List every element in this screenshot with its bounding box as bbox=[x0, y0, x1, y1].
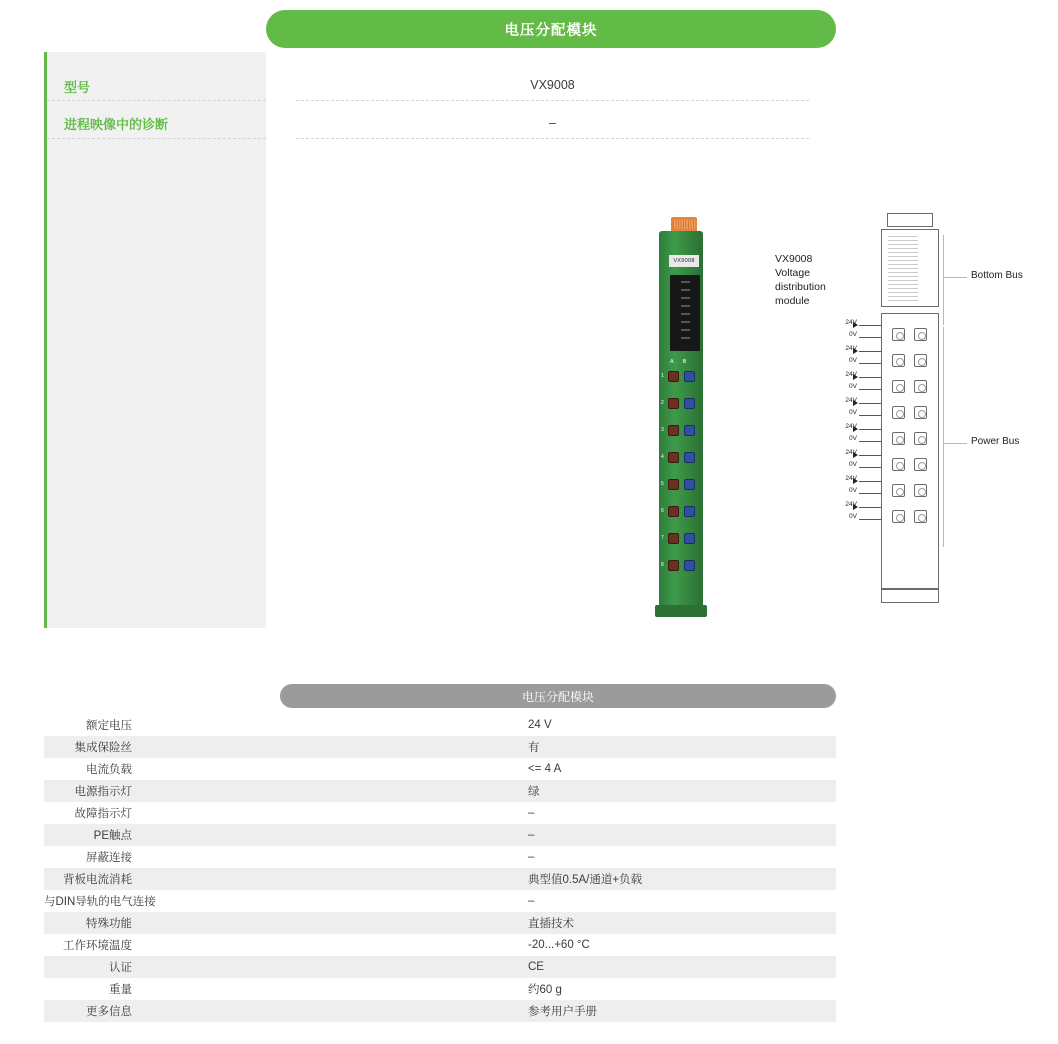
schematic-main-block bbox=[881, 313, 939, 589]
signal-label: 24V bbox=[845, 423, 857, 430]
spec-name: 与DIN导轨的电气连接 bbox=[44, 896, 156, 908]
figure-caption bbox=[775, 252, 826, 308]
terminal-column-headers bbox=[670, 359, 702, 367]
spec-value: 直插技术 bbox=[528, 918, 574, 930]
spec-name: 更多信息 bbox=[86, 1006, 132, 1018]
signal-label: 0V bbox=[849, 461, 857, 468]
divider bbox=[296, 100, 809, 101]
terminal-number: 3 bbox=[661, 427, 664, 433]
spec-value: 有 bbox=[528, 742, 540, 754]
caption-line: Voltage bbox=[775, 267, 811, 279]
spec-value: – bbox=[528, 851, 535, 863]
spec-value: CE bbox=[528, 961, 544, 973]
signal-label: 24V bbox=[845, 449, 857, 456]
table-row bbox=[44, 780, 836, 802]
schematic-top-cap bbox=[887, 213, 933, 227]
signal-label: 24V bbox=[845, 475, 857, 482]
property-label-column bbox=[47, 52, 266, 628]
spec-name: 认证 bbox=[109, 962, 132, 974]
spec-value: 24 V bbox=[528, 719, 552, 731]
spec-value: – bbox=[528, 895, 535, 907]
table-row bbox=[44, 714, 836, 736]
bus-label-power: Power Bus bbox=[971, 436, 1020, 447]
spec-name: 工作环境温度 bbox=[63, 940, 132, 952]
spec-value: – bbox=[528, 829, 535, 841]
terminal-number: 8 bbox=[661, 562, 664, 568]
bottom-bus-lead bbox=[943, 277, 967, 278]
spec-name: 电源指示灯 bbox=[74, 786, 132, 798]
spec-name: 背板电流消耗 bbox=[63, 874, 132, 886]
product-figure bbox=[485, 152, 1058, 628]
table-row bbox=[44, 890, 836, 912]
power-bus-lead bbox=[943, 443, 967, 444]
spec-table-header: 电压分配模块 bbox=[280, 684, 836, 708]
property-label-model: 型号 bbox=[64, 80, 91, 95]
caption-line: distribution bbox=[775, 281, 826, 293]
caption-line: module bbox=[775, 295, 810, 307]
terminal-number: 2 bbox=[661, 400, 664, 406]
spec-value: 典型值0.5A/通道+负载 bbox=[528, 874, 643, 886]
signal-label: 24V bbox=[845, 319, 857, 326]
signal-label: 0V bbox=[849, 383, 857, 390]
signal-label: 24V bbox=[845, 345, 857, 352]
table-row bbox=[44, 956, 836, 978]
spec-name: 电流负载 bbox=[86, 764, 132, 776]
product-banner-title: 电压分配模块 bbox=[266, 10, 836, 48]
divider bbox=[47, 138, 266, 139]
spec-name: 故障指示灯 bbox=[74, 808, 132, 820]
signal-label: 0V bbox=[849, 357, 857, 364]
signal-label: 0V bbox=[849, 435, 857, 442]
spec-value: -20...+60 °C bbox=[528, 939, 590, 951]
spec-name: 特殊功能 bbox=[86, 918, 132, 930]
schematic-bottom-cap bbox=[881, 589, 939, 603]
schematic-diagram bbox=[825, 207, 1025, 607]
spec-value: 约60 g bbox=[528, 984, 562, 996]
spec-value: 绿 bbox=[528, 786, 540, 798]
table-row bbox=[44, 868, 836, 890]
property-value-model: VX9008 bbox=[530, 78, 575, 92]
product-card bbox=[44, 10, 1023, 628]
table-row bbox=[44, 846, 836, 868]
module-foot bbox=[655, 605, 707, 617]
terminal-header-a: A bbox=[670, 359, 674, 365]
table-row bbox=[44, 758, 836, 780]
spec-value: 参考用户手册 bbox=[528, 1006, 597, 1018]
terminal-number: 1 bbox=[661, 373, 664, 379]
terminal-header-b: B bbox=[682, 359, 687, 365]
caption-line: VX9008 bbox=[775, 253, 813, 265]
spec-name: PE触点 bbox=[93, 830, 132, 842]
signal-label: 0V bbox=[849, 409, 857, 416]
terminal-number: 7 bbox=[661, 535, 664, 541]
spec-name: 屏蔽连接 bbox=[86, 852, 132, 864]
table-row bbox=[44, 912, 836, 934]
table-row bbox=[44, 824, 836, 846]
bottom-bus-line bbox=[943, 235, 944, 325]
bus-label-bottom: Bottom Bus bbox=[971, 270, 1023, 281]
module-body bbox=[659, 231, 703, 609]
spec-table-rows bbox=[44, 714, 836, 1022]
property-label-diagnostics: 进程映像中的诊断 bbox=[64, 117, 169, 132]
module-label-tag: VX9008 bbox=[669, 255, 699, 267]
property-value-diagnostics: – bbox=[549, 116, 556, 130]
signal-label: 0V bbox=[849, 331, 857, 338]
terminal-number: 6 bbox=[661, 508, 664, 514]
signal-label: 0V bbox=[849, 487, 857, 494]
spec-name: 集成保险丝 bbox=[74, 742, 132, 754]
signal-label: 24V bbox=[845, 501, 857, 508]
divider bbox=[47, 100, 266, 101]
spec-name: 重量 bbox=[109, 984, 132, 996]
signal-label: 24V bbox=[845, 371, 857, 378]
card-body bbox=[44, 52, 1023, 628]
table-row bbox=[44, 934, 836, 956]
signal-label: 0V bbox=[849, 513, 857, 520]
property-value-column bbox=[266, 52, 1023, 628]
table-row bbox=[44, 802, 836, 824]
terminal-number: 4 bbox=[661, 454, 664, 460]
power-bus-line bbox=[943, 327, 944, 547]
connector-block bbox=[670, 275, 700, 351]
spec-name: 额定电压 bbox=[86, 720, 132, 732]
divider bbox=[296, 138, 809, 139]
module-illustration bbox=[653, 217, 709, 617]
table-row bbox=[44, 1000, 836, 1022]
terminal-number: 5 bbox=[661, 481, 664, 487]
schematic-upper-block bbox=[881, 229, 939, 307]
signal-label: 24V bbox=[845, 397, 857, 404]
spec-value: <= 4 A bbox=[528, 763, 562, 775]
table-row bbox=[44, 736, 836, 758]
table-row bbox=[44, 978, 836, 1000]
spec-value: – bbox=[528, 807, 535, 819]
